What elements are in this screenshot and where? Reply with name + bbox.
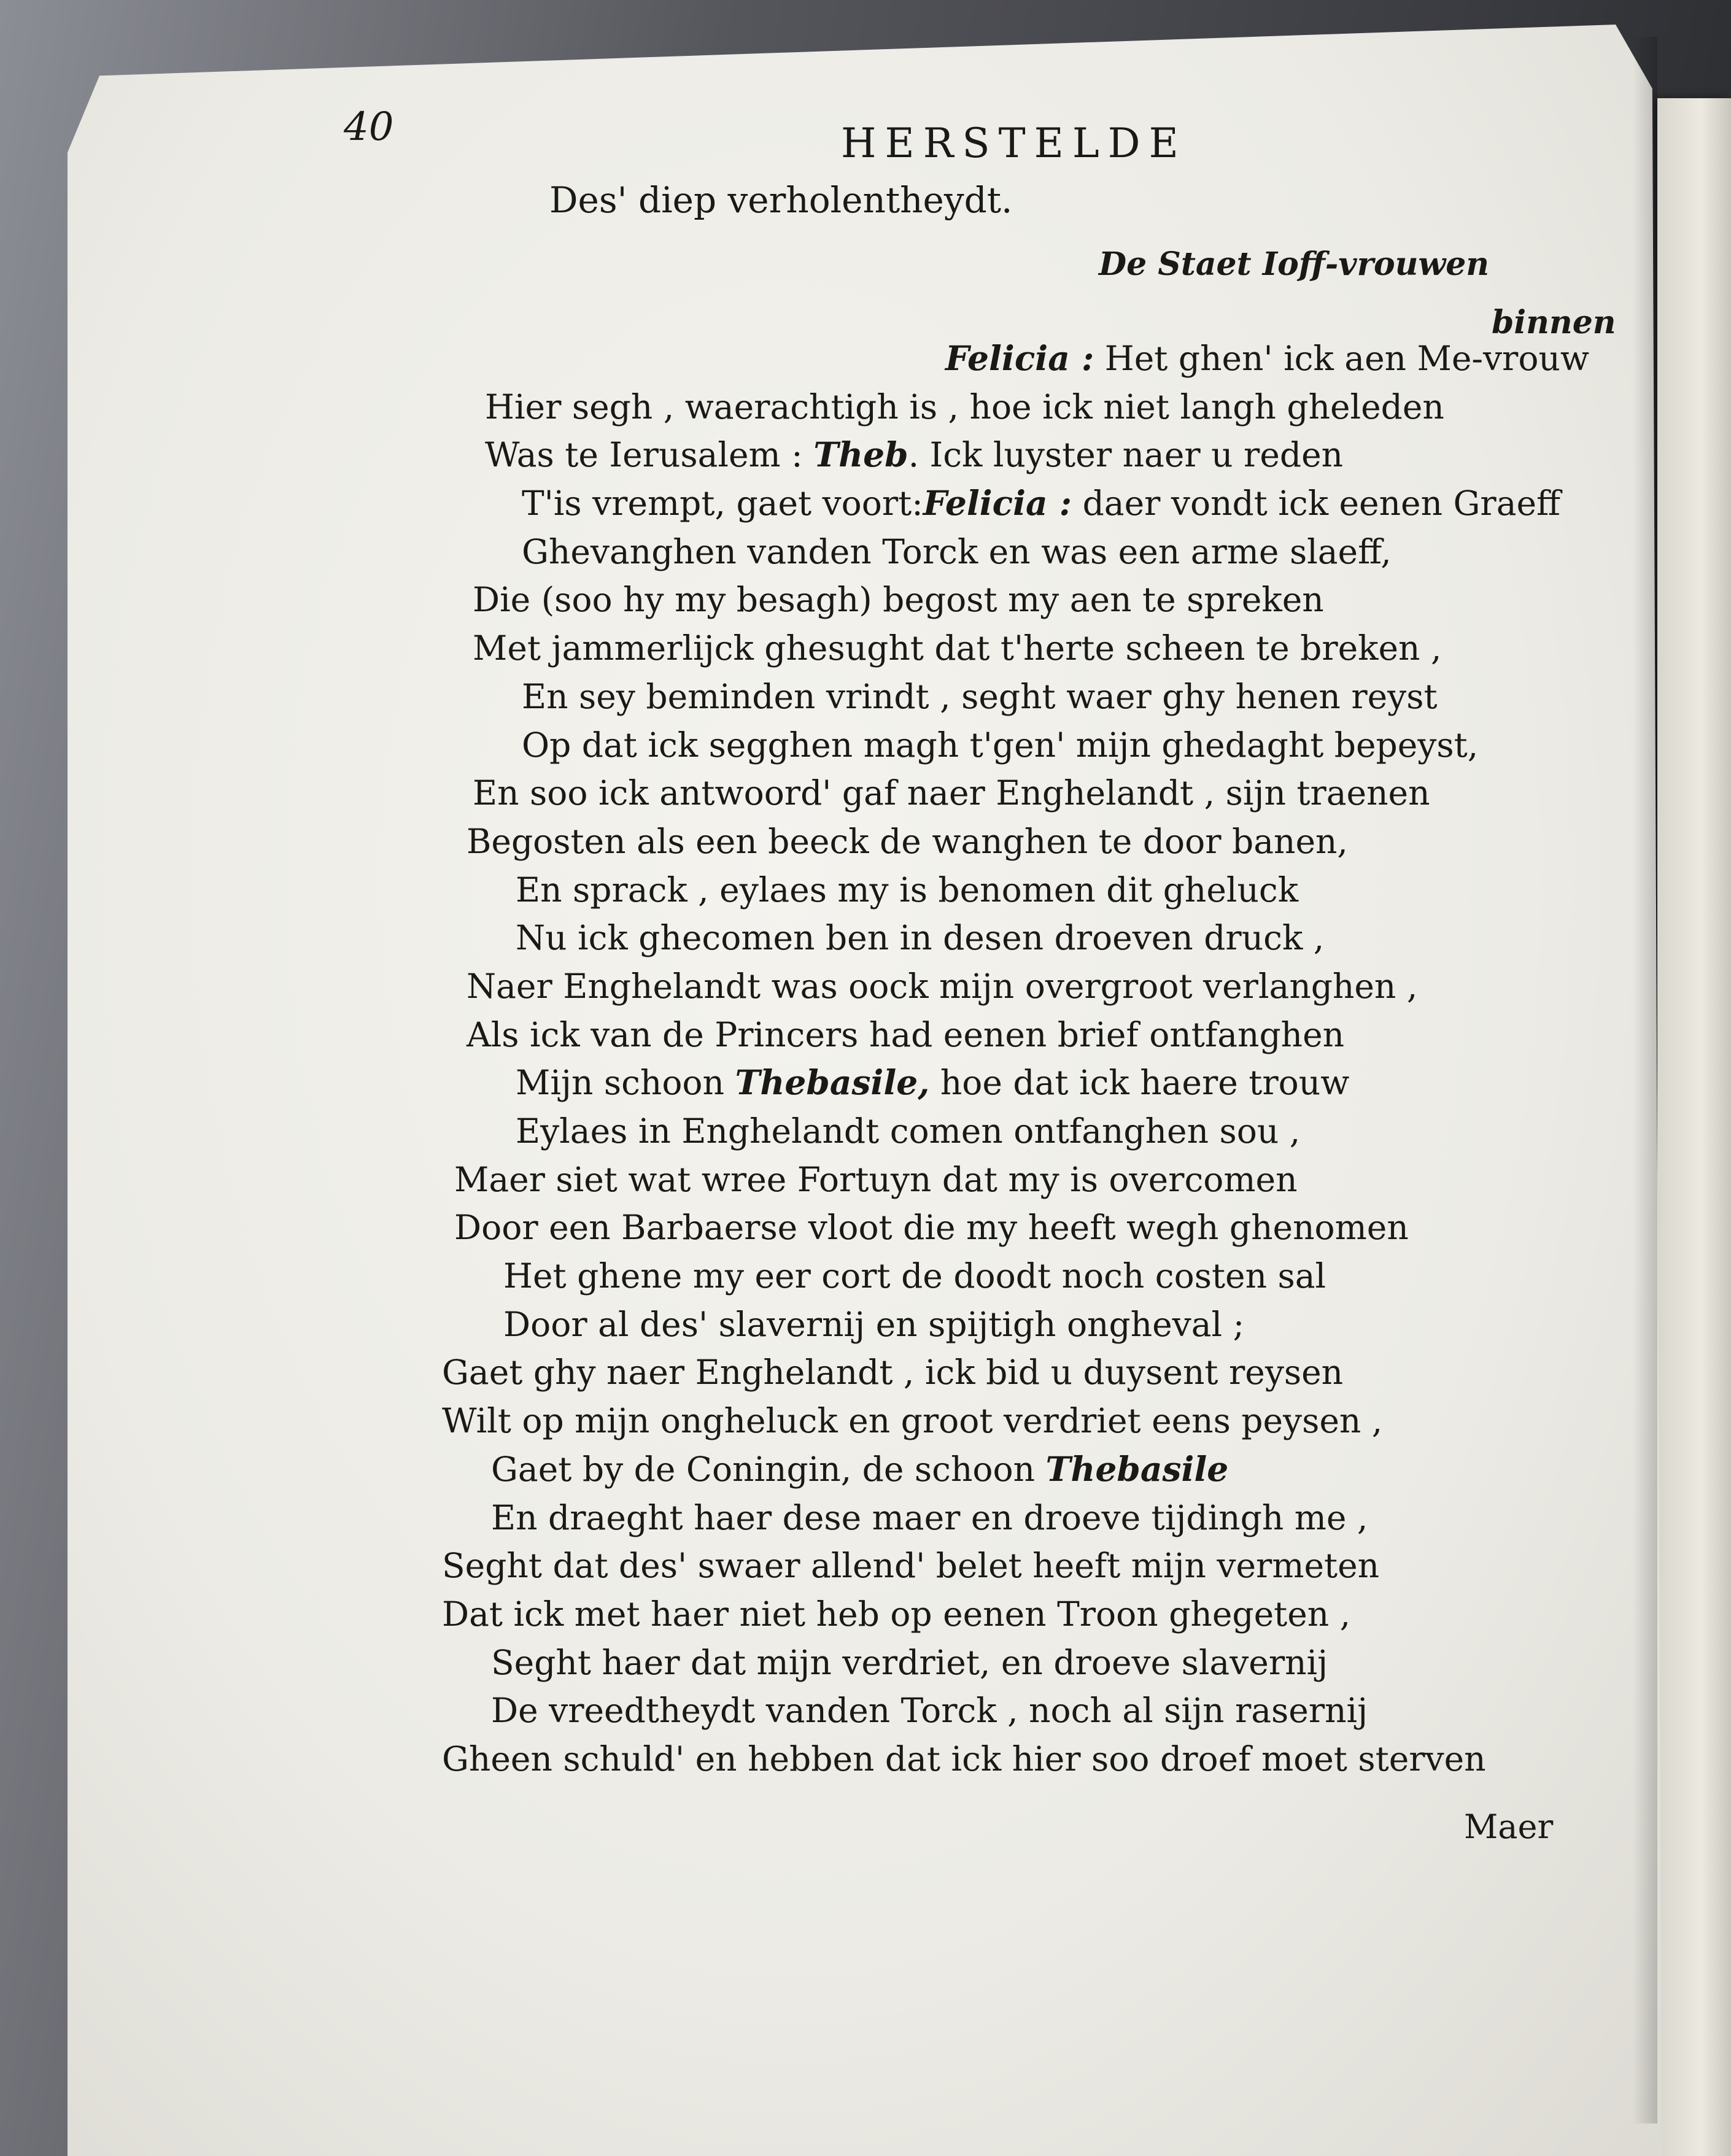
page-shadow [1633, 37, 1657, 2123]
verse-text: Ghevanghen vanden Torck en was een arme slaeff, [522, 531, 1392, 571]
verse-text: Seght dat des' swaer allend' belet heeft mijn vermeten [442, 1546, 1380, 1586]
verse-line [430, 1542, 1633, 1590]
speaker-name: Theb [813, 435, 908, 475]
verse-text: Was te Ierusalem : [485, 435, 814, 475]
verse-text: . Ick luyster naer u reden [908, 435, 1344, 475]
verse-line [430, 1011, 1633, 1059]
verse-line [430, 866, 1633, 914]
verse-line [430, 817, 1633, 866]
page-number: 40 [344, 104, 394, 150]
verse-line [430, 1494, 1633, 1542]
verse-line [430, 624, 1633, 673]
verse-text: De vreedtheydt vanden Torck , noch al sijn rasernij [491, 1691, 1368, 1731]
speaker-name: Thebasile, [735, 1062, 930, 1103]
verse-text: En sey beminden vrindt , seght waer ghy henen reyst [522, 676, 1438, 716]
verse-block [430, 334, 1633, 1783]
verse-line [430, 479, 1633, 528]
verse-text: Wilt op mijn ongheluck en groot verdriet eens peysen , [442, 1401, 1383, 1441]
verse-text: Door al des' slavernij en spijtigh ongheval ; [503, 1304, 1245, 1344]
verse-line [430, 1590, 1633, 1639]
verse-text: T'is vrempt, gaet voort: [522, 484, 923, 524]
verse-line [430, 1348, 1633, 1397]
verse-line [430, 1107, 1633, 1156]
verse-line [430, 673, 1633, 721]
verse-text: daer vondt ick eenen Graeff [1072, 484, 1561, 524]
verse-text: Als ick van de Princers had eenen brief ontfanghen [467, 1014, 1345, 1054]
verse-text: Het ghene my eer cort de doodt noch costen sal [503, 1256, 1326, 1296]
verse-text: Mijn schoon [516, 1063, 735, 1103]
stage-direction-continued: binnen [1492, 304, 1616, 341]
verse-line [430, 1059, 1633, 1107]
verse-line [430, 1687, 1633, 1735]
verse-line [430, 1445, 1633, 1494]
verse-text: Seght haer dat mijn verdriet, en droeve slavernij [491, 1642, 1328, 1682]
verse-line [430, 334, 1633, 383]
verse-line [430, 1397, 1633, 1445]
verse-text: Gaet ghy naer Enghelandt , ick bid u duysent reysen [442, 1353, 1344, 1393]
verse-text: Op dat ick segghen magh t'gen' mijn ghedaght bepeyst, [522, 725, 1479, 765]
verse-text: Het ghen' ick aen Me-vrouw [1094, 339, 1589, 378]
verse-text: En sprack , eylaes my is benomen dit gheluck [516, 870, 1299, 910]
verse-line [430, 914, 1633, 962]
verse-line [430, 962, 1633, 1011]
speaker-name: Felicia : [923, 483, 1072, 524]
running-head: HERSTELDE [841, 120, 1187, 167]
verse-line [430, 721, 1633, 770]
verse-line [430, 383, 1633, 431]
verse-text: Die (soo hy my besagh) begost my aen te spreken [473, 580, 1324, 620]
verse-line [430, 431, 1633, 479]
verse-text: Gaet by de Coningin, de schoon [491, 1449, 1046, 1489]
opening-line: Des' diep verholentheydt. [549, 179, 1013, 221]
verse-text: Maer siet wat wree Fortuyn dat my is overcomen [454, 1159, 1298, 1199]
speaker-name: Thebasile [1045, 1448, 1229, 1489]
facing-page-edge [1657, 98, 1731, 2156]
verse-text: Naer Enghelandt was oock mijn overgroot verlanghen , [467, 966, 1418, 1006]
verse-text: hoe dat ick haere trouw [929, 1063, 1350, 1103]
verse-text: Nu ick ghecomen ben in desen droeven druck , [516, 918, 1325, 958]
verse-text: Begosten als een beeck de wanghen te door banen, [467, 821, 1348, 861]
verse-line [430, 1252, 1633, 1300]
stage-direction: De Staet Ioff-vrouwen [1099, 245, 1490, 283]
speaker-name: Felicia : [945, 338, 1094, 378]
verse-text: Hier segh , waerachtigh is , hoe ick niet langh gheleden [485, 387, 1444, 427]
verse-text: En soo ick antwoord' gaf naer Enghelandt , sijn traenen [473, 773, 1430, 813]
verse-line [430, 1204, 1633, 1252]
verse-text: Gheen schuld' en hebben dat ick hier soo droef moet sterven [442, 1739, 1486, 1779]
verse-line [430, 1735, 1633, 1783]
verse-text: Eylaes in Enghelandt comen ontfanghen sou , [516, 1111, 1301, 1151]
verse-text: Door een Barbaerse vloot die my heeft wegh ghenomen [454, 1208, 1409, 1248]
verse-line [430, 1639, 1633, 1687]
verse-line [430, 1156, 1633, 1204]
verse-text: Dat ick met haer niet heb op eenen Troon ghegeten , [442, 1594, 1351, 1634]
verse-line [430, 576, 1633, 624]
verse-line [430, 528, 1633, 576]
verse-line [430, 769, 1633, 817]
verse-text: En draeght haer dese maer en droeve tijdingh me , [491, 1497, 1368, 1537]
catchword: Maer [1464, 1807, 1554, 1846]
verse-line [430, 1300, 1633, 1349]
verse-text: Met jammerlijck ghesught dat t'herte scheen te breken , [473, 628, 1442, 668]
